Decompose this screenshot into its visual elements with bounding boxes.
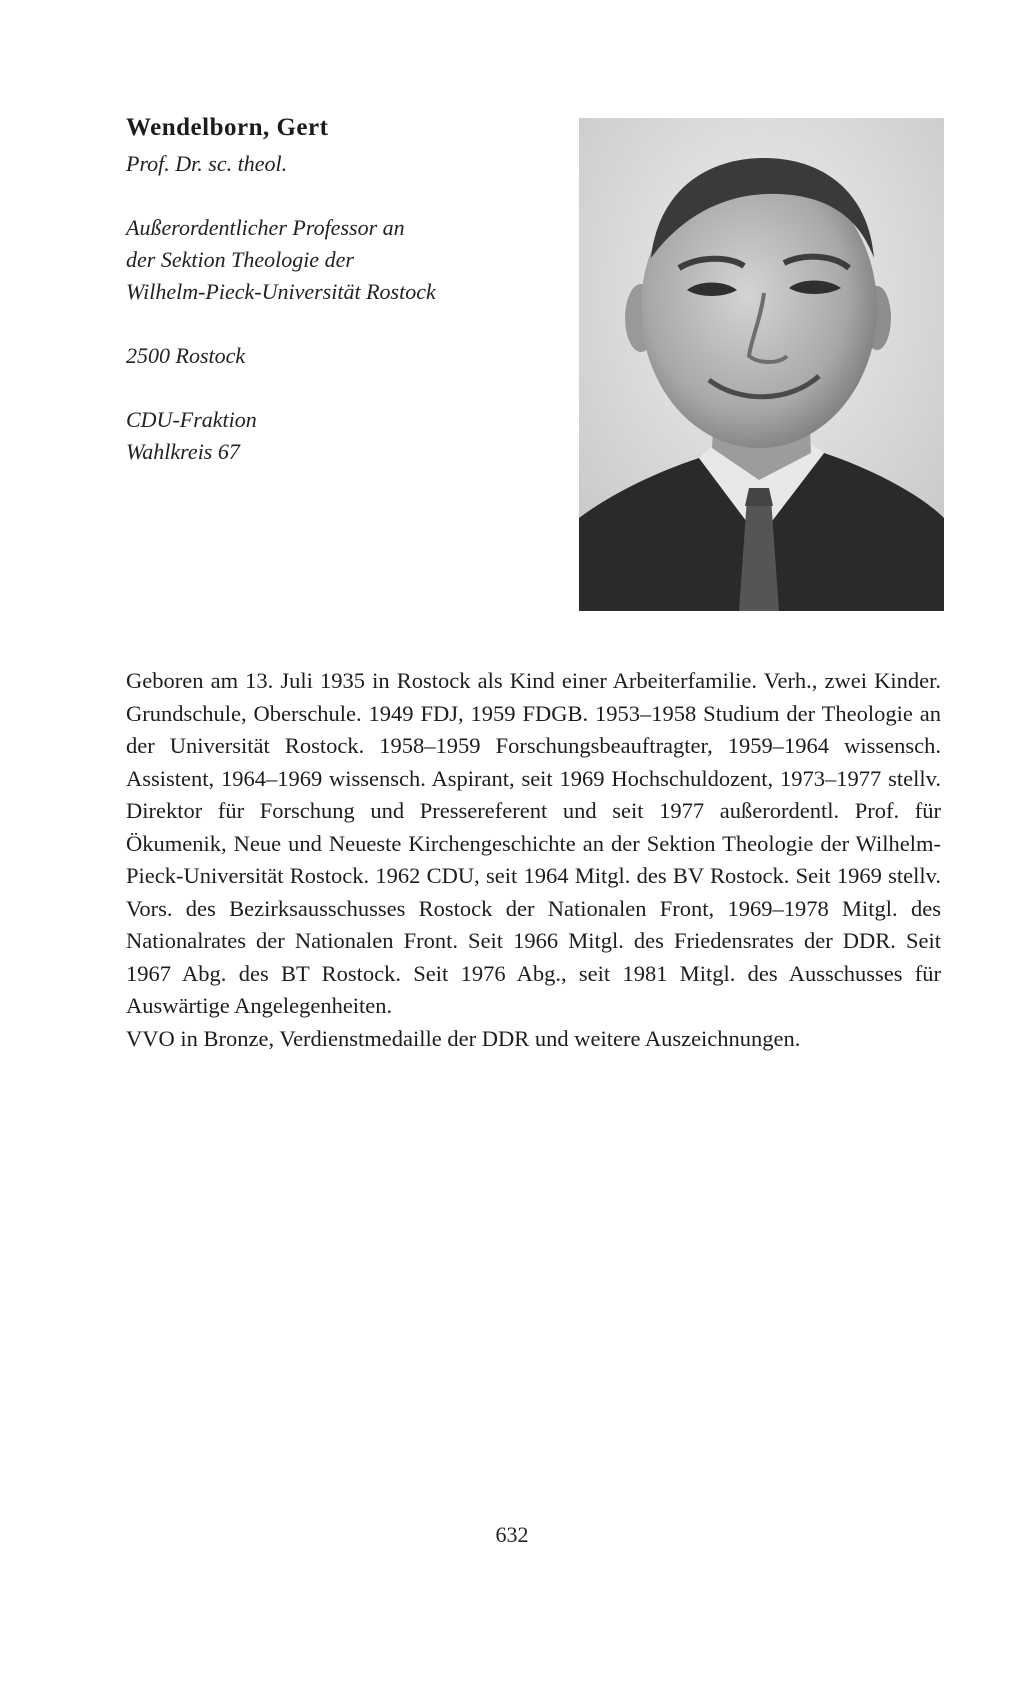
- biography: [126, 665, 941, 1055]
- position-line-2: der Sektion Theologie der: [126, 247, 354, 272]
- location: 2500 Rostock: [126, 343, 246, 368]
- person-info: [126, 148, 546, 468]
- position-line-3: Wilhelm-Pieck-Universität Rostock: [126, 279, 436, 304]
- academic-title: Prof. Dr. sc. theol.: [126, 151, 288, 176]
- biography-text: Geboren am 13. Juli 1935 in Rostock als Kind einer Arbeiterfamilie. Verh., zwei Kinder. Grundschule, Oberschule. 1949 FDJ, 1959 FDGB. 1953–1958 Studium der Theologie an der Universität Rostock. 1958–1959 Forschungsbeauftragter, 1959–1964 wissensch. Assistent, 1964–1969 wissensch. Aspirant, seit 1969 Hochschuldozent, 1973–1977 stellv. Direktor für Forschung und Pressereferent und seit 1977 außerordentl. Prof. für Ökumenik, Neue und Neueste Kirchengeschichte an der Sektion Theologie der Wilhelm-Pieck-Universität Rostock. 1962 CDU, seit 1964 Mitgl. des BV Rostock. Seit 1969 stellv. Vors. des Bezirksausschusses Rostock der Nationalen Front, 1969–1978 Mitgl. des Nationalrates der Nationalen Front. Seit 1966 Mitgl. des Friedensrates der DDR. Seit 1967 Abg. des BT Rostock. Seit 1976 Abg., seit 1981 Mitgl. des Ausschusses für Auswärtige Angelegenheiten.: [126, 668, 941, 1018]
- position-line-1: Außerordentlicher Professor an: [126, 215, 405, 240]
- page-number: 632: [495, 1522, 529, 1547]
- faction: CDU-Fraktion: [126, 407, 257, 432]
- portrait-photo: [579, 118, 944, 611]
- person-name: Wendelborn, Gert: [126, 114, 329, 141]
- biography-awards: VVO in Bronze, Verdienstmedaille der DDR und weitere Auszeichnungen.: [126, 1025, 801, 1051]
- electoral-district: Wahlkreis 67: [126, 439, 240, 464]
- portrait-illustration: [579, 118, 944, 611]
